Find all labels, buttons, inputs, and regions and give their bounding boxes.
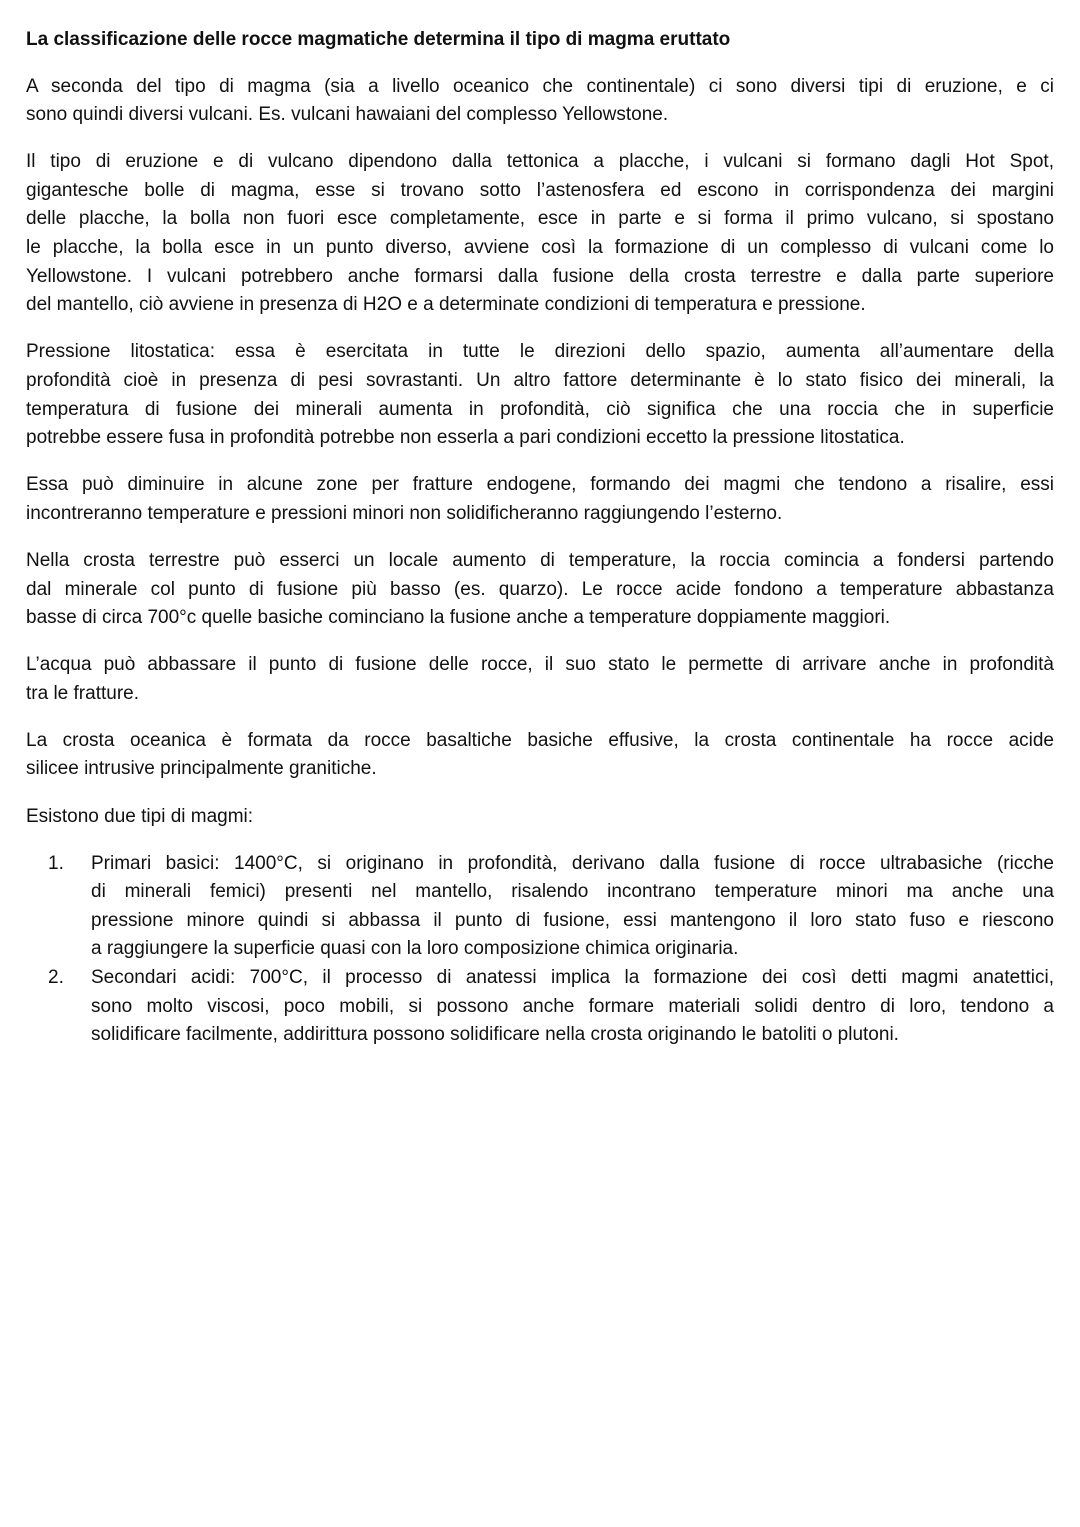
text-line: sono quindi diversi vulcani. Es. vulcani hawaiani del complesso Yellowstone.	[26, 104, 669, 126]
text-line: A seconda del tipo di magma (sia a livello oceanico che continentale) ci sono diversi tipi di eruzione, e ci	[26, 75, 1054, 97]
text-line: di minerali femici) presenti nel mantello, risalendo incontrano temperature minori ma anche una	[91, 881, 1054, 903]
text-line: Essa può diminuire in alcune zone per fratture endogene, formando dei magmi che tendono a risalire, essi	[26, 474, 1054, 496]
text-line: Secondari acidi: 700°C, il processo di anatessi implica la formazione dei così detti magmi anatettici,	[91, 967, 1054, 989]
text-line: potrebbe essere fusa in profondità potrebbe non esserla a pari condizioni eccetto la pressione litostatica.	[26, 427, 905, 449]
text-line: Il tipo di eruzione e di vulcano dipendono dalla tettonica a placche, i vulcani si formano dagli Hot Spot,	[26, 151, 1054, 173]
text-line: incontreranno temperature e pressioni minori non solidificheranno raggiungendo l’esterno.	[26, 502, 783, 524]
text-line: a raggiungere la superficie quasi con la loro composizione chimica originaria.	[91, 938, 739, 960]
paragraph	[26, 803, 1054, 832]
text-line: le placche, la bolla esce in un punto diverso, avviene così la formazione di un complesso di vulcani come lo	[26, 237, 1054, 259]
document-title: La classificazione delle rocce magmatiche determina il tipo di magma eruttato	[26, 29, 731, 50]
text-line: delle placche, la bolla non fuori esce completamente, esce in parte e si forma il primo vulcano, si spostano	[26, 208, 1054, 230]
text-line: Esistono due tipi di magmi:	[26, 805, 254, 827]
text-line: solidificare facilmente, addirittura possono solidificare nella crosta originando le batoliti o plutoni.	[91, 1024, 899, 1046]
text-line: Nella crosta terrestre può esserci un locale aumento di temperature, la roccia comincia a fondersi partendo	[26, 549, 1054, 571]
list-number: 2.	[48, 967, 64, 989]
text-line: silicee intrusive principalmente granitiche.	[26, 758, 377, 780]
paragraph	[26, 471, 1054, 528]
text-line: L’acqua può abbassare il punto di fusione delle rocce, il suo stato le permette di arrivare anche in profondità	[26, 654, 1054, 676]
text-line: sono molto viscosi, poco mobili, si possono anche formare materiali solidi dentro di loro, tendono a	[91, 995, 1054, 1017]
text-line: La crosta oceanica è formata da rocce basaltiche basiche effusive, la crosta continentale ha rocce acide	[26, 729, 1054, 751]
paragraph	[26, 338, 1054, 452]
text-line: tra le fratture.	[26, 682, 139, 704]
list-item	[26, 850, 1054, 964]
text-line: dal minerale col punto di fusione più basso (es. quarzo). Le rocce acide fondono a temperature abbastanza	[26, 578, 1054, 600]
list-item	[26, 964, 1054, 1050]
text-line: basse di circa 700°c quelle basiche cominciano la fusione anche a temperature doppiamente maggiori.	[26, 607, 891, 629]
text-line: Yellowstone. I vulcani potrebbero anche formarsi dalla fusione della crosta terrestre e dalla parte superiore	[26, 265, 1054, 287]
text-line: gigantesche bolle di magma, esse si trovano sotto l’astenosfera ed escono in corrispondenza dei margini	[26, 179, 1054, 201]
text-line: del mantello, ciò avviene in presenza di H2O e a determinate condizioni di temperatura e pressione.	[26, 294, 866, 316]
text-line: temperatura di fusione dei minerali aumenta in profondità, ciò significa che una roccia che in superficie	[26, 398, 1054, 420]
paragraph	[26, 727, 1054, 784]
paragraph	[26, 547, 1054, 633]
text-line: pressione minore quindi si abbassa il punto di fusione, essi mantengono il loro stato fuso e riescono	[91, 909, 1054, 931]
paragraph	[26, 73, 1054, 130]
paragraph	[26, 148, 1054, 320]
text-line: Primari basici: 1400°C, si originano in profondità, derivano dalla fusione di rocce ultrabasiche (ricche	[91, 852, 1054, 874]
paragraph	[26, 651, 1054, 708]
magma-types-list	[26, 850, 1054, 1050]
document-page	[26, 26, 1054, 1050]
document-body	[26, 73, 1054, 832]
text-line: profondità cioè in presenza di pesi sovrastanti. Un altro fattore determinante è lo stato fisico dei minerali, la	[26, 369, 1054, 391]
list-number: 1.	[48, 852, 64, 874]
text-line: Pressione litostatica: essa è esercitata in tutte le direzioni dello spazio, aumenta all’aumentare della	[26, 341, 1054, 363]
